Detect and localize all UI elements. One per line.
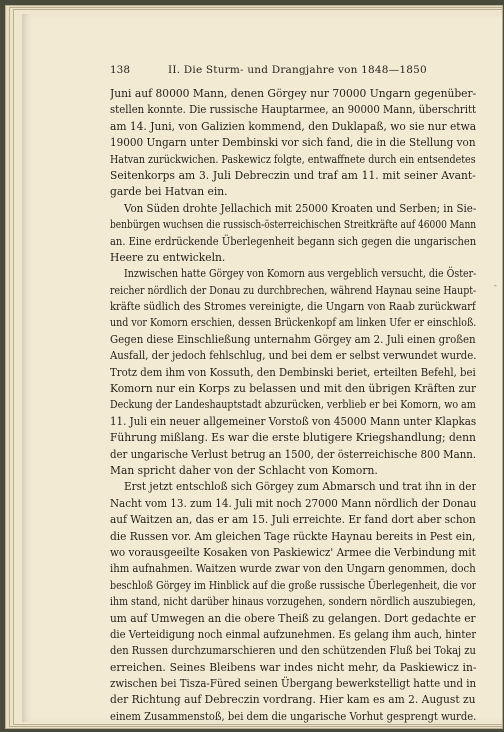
text-line: Führung mißlang. Es war die erste blutigere Kriegshandlung; denn xyxy=(110,431,476,445)
text-line: Nacht vom 13. zum 14. Juli mit noch 27000 Mann nördlich der Donau xyxy=(110,496,476,510)
text-line: Hatvan zurückwichen. Paskewicz folgte, entwaffnete durch ein entsendetes xyxy=(110,152,476,166)
text-line: Von Süden drohte Jellachich mit 25000 Kroaten und Serben; in Sie- xyxy=(124,201,476,215)
text-line: auf Waitzen an, das er am 15. Juli erreichte. Er fand dort aber schon xyxy=(110,513,476,527)
text-line: reicher nördlich der Donau zu durchbrechen, während Haynau seine Haupt- xyxy=(110,283,476,297)
text-line: die Russen vor. Am gleichen Tage rückte Haynau bereits in Pest ein, xyxy=(110,529,476,543)
text-line: den Russen durchzumarschieren und den schützenden Fluß bei Tokaj zu xyxy=(110,644,476,658)
text-line: Erst jetzt entschloß sich Görgey zum Abmarsch und trat ihn in der xyxy=(124,480,476,494)
page-header xyxy=(110,64,476,80)
text-line: zwischen bei Tisza-Füred seinen Übergang bewerkstelligt hatte und in xyxy=(110,677,476,691)
text-line: an. Eine erdrückende Überlegenheit begann sich gegen die ungarischen xyxy=(110,234,476,248)
text-line: um auf Umwegen an die obere Theiß zu gelangen. Dort gedachte er xyxy=(110,611,476,625)
text-line: 11. Juli ein neuer allgemeiner Vorstoß von 45000 Mann unter Klapkas xyxy=(110,414,476,428)
text-line: Deckung der Landeshauptstadt abzurücken, verblieb er bei Komorn, wo am xyxy=(110,398,476,412)
text-line: einem Zusammenstoß, bei dem die ungarische Vorhut gesprengt wurde. xyxy=(110,709,476,723)
text-line: benbürgen wuchsen die russisch-österreichischen Streitkräfte auf 46000 Mann xyxy=(110,218,476,232)
text-line: Trotz dem ihm von Kossuth, den Dembinski beriet, erteilten Befehl, bei xyxy=(110,365,476,379)
text-line: Ausfall, der jedoch fehlschlug, und bei dem er selbst verwundet wurde. xyxy=(110,349,476,363)
text-line: Inzwischen hatte Görgey von Komorn aus vergeblich versucht, die Öster- xyxy=(124,267,476,281)
running-head: II. Die Sturm- und Drangjahre von 1848—1850 xyxy=(168,64,427,76)
page-number: 138 xyxy=(110,64,131,76)
text-line: die Verteidigung noch einmal aufzunehmen. Es gelang ihm auch, hinter xyxy=(110,627,476,641)
text-line: Seitenkorps am 3. Juli Debreczin und traf am 11. mit seiner Avant- xyxy=(110,168,476,182)
text-line: ihm stand, nicht darüber hinaus vorzugehen, sondern nördlich auszubiegen, xyxy=(110,595,476,609)
text-line: Gegen diese Einschließung unternahm Görgey am 2. Juli einen großen xyxy=(110,332,476,346)
text-line: Komorn nur ein Korps zu belassen und mit den übrigen Kräften zur xyxy=(110,382,476,396)
text-line: ihm aufnahmen. Waitzen wurde zwar von den Ungarn genommen, doch xyxy=(110,562,476,576)
text-line: Heere zu entwickeln. xyxy=(110,250,226,264)
body-text xyxy=(110,86,476,725)
text-line: wo vorausgeeilte Kosaken von Paskiewicz' Armee die Verbindung mit xyxy=(110,545,476,559)
text-line: und vor Komorn erschien, dessen Brückenkopf am linken Ufer er einschloß. xyxy=(110,316,476,330)
text-line: am 14. Juni, von Galizien kommend, den Duklapaß, wo sie nur etwa xyxy=(110,119,476,133)
text-line: garde bei Hatvan ein. xyxy=(110,185,228,199)
text-line: erreichen. Seines Bleibens war indes nicht mehr, da Paskiewicz in- xyxy=(110,660,476,674)
text-line: der Richtung auf Debreczin vordrang. Hier kam es am 2. August zu xyxy=(110,693,476,707)
text-line: beschloß Görgey im Hinblick auf die große russische Überlegenheit, die vor xyxy=(110,578,476,592)
text-line: kräfte südlich des Stromes vereinigte, die Ungarn von Raab zurückwarf xyxy=(110,300,476,314)
text-line: stellen konnte. Die russische Hauptarmee, an 90000 Mann, überschritt xyxy=(110,103,476,117)
text-line: Juni auf 80000 Mann, denen Görgey nur 70000 Ungarn gegenüber- xyxy=(110,87,476,100)
text-line: 19000 Ungarn unter Dembinski vor sich fand, die in die Stellung von xyxy=(110,136,476,150)
text-line: Man spricht daher von der Schlacht von Komorn. xyxy=(110,463,378,477)
text-line: der ungarische Verlust betrug an 1500, der österreichische 800 Mann. xyxy=(110,447,476,461)
margin-mark: - xyxy=(494,281,497,290)
